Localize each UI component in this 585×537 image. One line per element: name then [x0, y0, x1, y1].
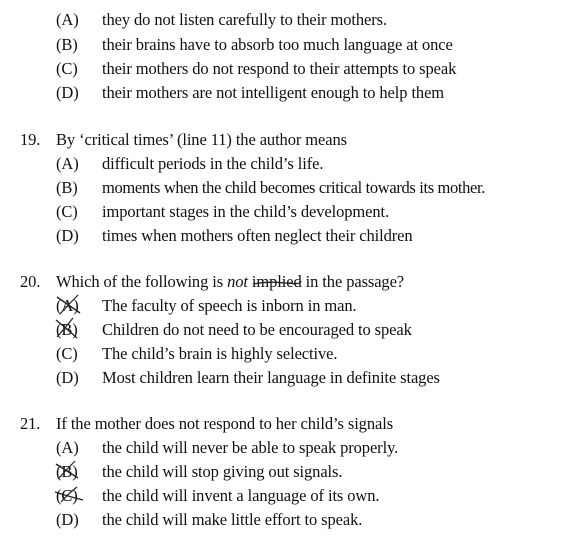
option-text: their mothers are not intelligent enough to help them — [102, 83, 445, 102]
marked-label — [56, 486, 78, 506]
option-text: Children do not need to be encouraged to speak — [102, 320, 412, 339]
option-label: (D) — [56, 510, 79, 529]
struck-word-text: implied — [251, 272, 302, 291]
option-text: moments when the child becomes critical towards its mother. — [102, 178, 486, 197]
q18-option-a — [56, 10, 387, 30]
option-text: difficult periods in the child’s life. — [102, 154, 324, 173]
option-text: their mothers do not respond to their attempts to speak — [102, 59, 457, 78]
question-text-before: Which of the following is — [56, 272, 228, 291]
q18-option-d — [56, 83, 444, 103]
q18-option-b — [56, 35, 453, 55]
label-text: (C) — [56, 486, 78, 505]
label-text: (B) — [56, 320, 78, 339]
q20-option-b — [56, 320, 412, 340]
q19-option-c — [56, 202, 389, 222]
marked-label — [56, 320, 78, 340]
option-text: the child will never be able to speak properly. — [102, 438, 399, 457]
question-number: 21. — [20, 414, 41, 433]
q21-option-d — [56, 510, 362, 530]
label-text: (B) — [56, 462, 78, 481]
option-label: (D) — [56, 83, 79, 102]
option-text: The child’s brain is highly selective. — [102, 344, 338, 363]
q21-option-a — [56, 438, 398, 458]
q20-question — [20, 272, 404, 292]
question-number: 19. — [20, 130, 41, 149]
marked-label — [56, 296, 79, 316]
option-label: (C) — [56, 344, 78, 363]
option-label — [56, 462, 102, 482]
option-text: Most children learn their language in definite stages — [102, 368, 440, 387]
question-text: By ‘critical times’ (line 11) the author means — [56, 130, 347, 149]
option-label: (D) — [56, 226, 79, 245]
option-text: the child will stop giving out signals. — [102, 462, 343, 481]
option-label: (A) — [56, 438, 79, 457]
option-label: (C) — [56, 202, 78, 221]
option-text: important stages in the child’s development. — [102, 202, 390, 221]
q19-option-a — [56, 154, 323, 174]
option-label: (C) — [56, 59, 78, 78]
q20-option-a — [56, 296, 357, 316]
q19-option-b — [56, 178, 485, 198]
label-text: (A) — [56, 296, 79, 315]
option-label — [56, 486, 102, 506]
q21-option-b — [56, 462, 342, 482]
option-label: (A) — [56, 10, 79, 29]
struck-word — [252, 272, 302, 292]
option-label: (D) — [56, 368, 79, 387]
question-text-emphasis: not — [227, 272, 248, 291]
option-label: (B) — [56, 178, 78, 197]
q19-option-d — [56, 226, 413, 246]
option-text: the child will invent a language of its own. — [102, 486, 380, 505]
q21-option-c — [56, 486, 379, 506]
option-label — [56, 296, 102, 316]
question-number: 20. — [20, 272, 41, 291]
option-text: the child will make little effort to speak. — [102, 510, 363, 529]
option-label: (A) — [56, 154, 79, 173]
q20-option-c — [56, 344, 337, 364]
q21-question — [20, 414, 393, 434]
q19-question — [20, 130, 347, 150]
option-label — [56, 320, 102, 340]
q18-option-c — [56, 59, 456, 79]
option-text: they do not listen carefully to their mothers. — [102, 10, 387, 29]
marked-label — [56, 462, 78, 482]
question-text: If the mother does not respond to her child’s signals — [56, 414, 394, 433]
question-text-after: in the passage? — [301, 272, 405, 291]
option-text: their brains have to absorb too much language at once — [102, 35, 453, 54]
option-label: (B) — [56, 35, 78, 54]
q20-option-d — [56, 368, 440, 388]
option-text: times when mothers often neglect their children — [102, 226, 413, 245]
option-text: The faculty of speech is inborn in man. — [102, 296, 357, 315]
